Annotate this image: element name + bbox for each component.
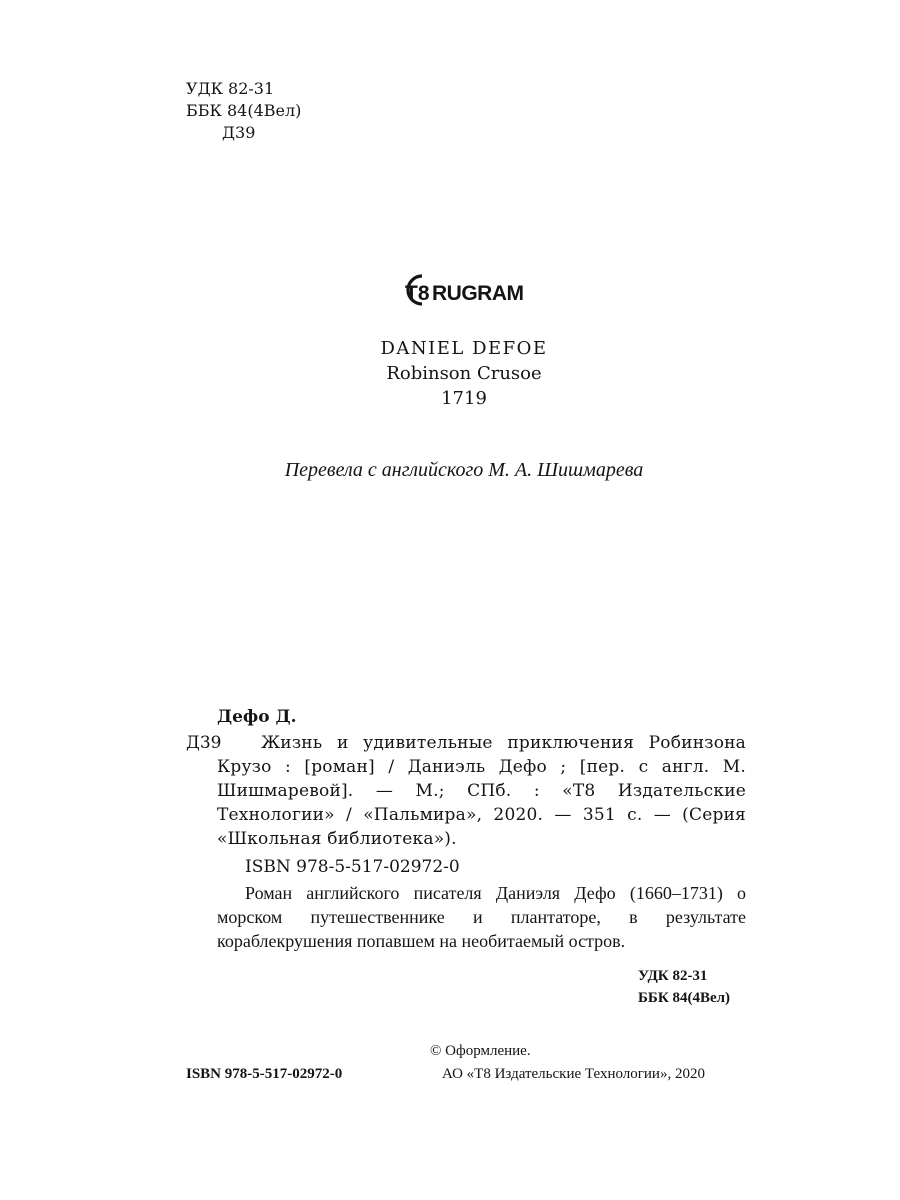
footer-udk-code: УДК 82-31 bbox=[638, 968, 708, 984]
original-title: Robinson Crusoe bbox=[386, 363, 542, 384]
translator-note: Перевела с английского М. А. Шишмарева bbox=[284, 459, 644, 481]
logo-mark: T8 bbox=[405, 282, 430, 305]
logo-name: RUGRAM bbox=[432, 282, 524, 305]
entry-code: Д39 bbox=[186, 733, 222, 753]
publisher-logo bbox=[398, 270, 538, 310]
copyright-line-2: АО «Т8 Издательские Технологии», 2020 bbox=[442, 1066, 705, 1082]
original-author: DANIEL DEFOE bbox=[380, 338, 548, 359]
entry-description: Жизнь и удивительные приключения Робинзона Крузо : [роман] / Даниэль Дефо ; [пер. с англ. М. Шишмаревой]. — М.; СПб. : «Т8 Издательские Технологии» / «Пальмира», 2020. — 351 с. — (Серия «Школьная библиотека»). bbox=[217, 733, 746, 849]
original-year: 1719 bbox=[441, 388, 487, 409]
entry-isbn: ISBN 978-5-517-02972-0 bbox=[245, 857, 460, 877]
entry-annotation: Роман английского писателя Даниэля Дефо (1660–1731) о морском путешественнике и плантаторе, в результате кораблекрушения попавшем на необитаемый остров. bbox=[217, 883, 746, 951]
bbk-code: ББК 84(4Вел) bbox=[186, 101, 302, 120]
original-edition-block bbox=[0, 336, 900, 411]
author-mark-code: Д39 bbox=[222, 123, 256, 142]
catalog-entry bbox=[186, 705, 746, 953]
udk-code: УДК 82-31 bbox=[186, 79, 275, 98]
copyright-line-1: © Оформление. bbox=[430, 1043, 531, 1059]
header-classification-codes bbox=[186, 78, 301, 144]
footer-classification-codes bbox=[638, 965, 730, 1009]
entry-main-row bbox=[186, 731, 746, 851]
footer-bbk-code: ББК 84(4Вел) bbox=[638, 990, 731, 1006]
entry-author-heading: Дефо Д. bbox=[217, 707, 297, 727]
footer-isbn: ISBN 978-5-517-02972-0 bbox=[186, 1066, 343, 1082]
